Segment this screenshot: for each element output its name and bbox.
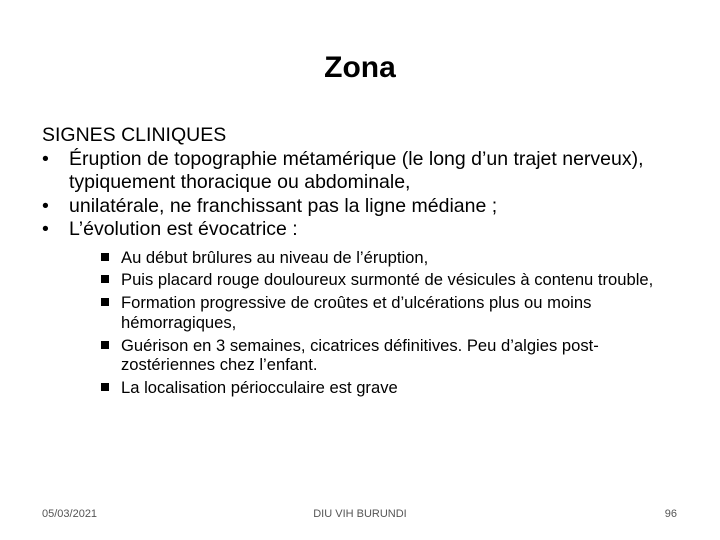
list-item-text: Éruption de topographie métamérique (le long d’un trajet nerveux), typiquement thoracique ou abdominale,: [69, 147, 644, 193]
list-item: [42, 148, 692, 195]
bullet-icon: •: [42, 194, 49, 217]
square-bullet-icon: [101, 275, 109, 283]
sub-list-item-text: Puis placard rouge douloureux surmonté de vésicules à contenu trouble,: [121, 270, 654, 290]
list-item-text: L’évolution est évocatrice :: [69, 218, 298, 240]
square-bullet-icon: [101, 253, 109, 261]
sub-list-item: [100, 293, 692, 333]
slide-title: Zona: [324, 51, 396, 84]
section-heading: SIGNES CLINIQUES: [42, 124, 227, 146]
footer-label: DIU VIH BURUNDI: [313, 508, 407, 520]
slide-body: [42, 124, 692, 401]
sub-list-item-text: Guérison en 3 semaines, cicatrices définitives. Peu d’algies post-zostériennes chez l’enfant.: [121, 335, 599, 375]
bullet-list: [42, 148, 692, 242]
footer-date: 05/03/2021: [42, 508, 98, 520]
sub-list-item: [100, 248, 692, 268]
sub-bullet-list: [42, 248, 692, 399]
bullet-icon: •: [42, 218, 49, 240]
bullet-icon: •: [42, 147, 49, 170]
sub-list-item-text: Au début brûlures au niveau de l’éruption,: [121, 247, 429, 267]
square-bullet-icon: [101, 341, 109, 349]
list-item: [42, 218, 692, 242]
list-item-text: unilatérale, ne franchissant pas la ligne médiane ;: [69, 194, 498, 217]
sub-list-item: [100, 336, 692, 376]
sub-list-item: [100, 270, 692, 290]
sub-list-item-text: La localisation périocculaire est grave: [121, 378, 398, 398]
page-number: 96: [664, 508, 677, 520]
square-bullet-icon: [101, 383, 109, 391]
list-item: [42, 195, 692, 219]
square-bullet-icon: [101, 298, 109, 306]
sub-list-item: [100, 378, 692, 398]
sub-list-item-text: Formation progressive de croûtes et d’ulcérations plus ou moins hémorragiques,: [121, 293, 592, 332]
